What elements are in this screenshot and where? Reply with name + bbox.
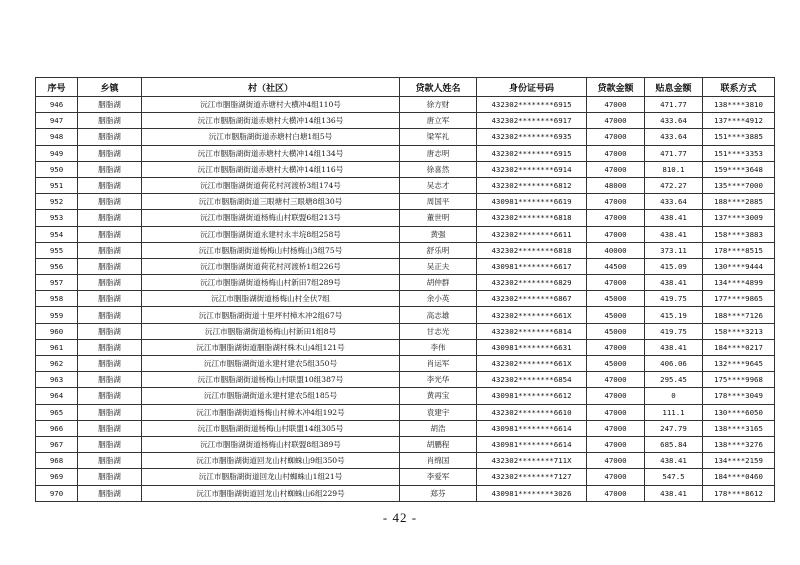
table-row — [36, 194, 775, 210]
header-loan-amount: 贷款金额 — [587, 78, 645, 97]
table-row — [36, 291, 775, 307]
cell-seq: 957 — [36, 275, 78, 291]
cell-town: 胭脂湖 — [78, 113, 142, 129]
cell-subsidy-amount: 471.77 — [645, 145, 703, 161]
cell-borrower: 梁军礼 — [400, 129, 477, 145]
cell-contact: 158****3213 — [703, 323, 775, 339]
cell-id-number: 432302********6917 — [477, 113, 587, 129]
cell-village: 沅江市胭脂湖街道杨梅山村全伏7组 — [142, 291, 400, 307]
cell-loan-amount: 40000 — [587, 242, 645, 258]
cell-id-number: 430981********6614 — [477, 436, 587, 452]
table-row — [36, 339, 775, 355]
table-row — [36, 161, 775, 177]
cell-town: 胭脂湖 — [78, 420, 142, 436]
cell-subsidy-amount: 685.84 — [645, 436, 703, 452]
cell-seq: 965 — [36, 404, 78, 420]
cell-subsidy-amount: 433.64 — [645, 113, 703, 129]
cell-loan-amount: 44500 — [587, 258, 645, 274]
cell-subsidy-amount: 810.1 — [645, 161, 703, 177]
cell-town: 胭脂湖 — [78, 485, 142, 501]
cell-borrower: 肖运军 — [400, 356, 477, 372]
cell-id-number: 432302********711X — [477, 453, 587, 469]
cell-loan-amount: 47000 — [587, 145, 645, 161]
cell-subsidy-amount: 438.41 — [645, 453, 703, 469]
cell-seq: 951 — [36, 177, 78, 193]
cell-contact: 138****3165 — [703, 420, 775, 436]
cell-loan-amount: 47000 — [587, 436, 645, 452]
cell-id-number: 432302********6854 — [477, 372, 587, 388]
table-row — [36, 145, 775, 161]
table-row — [36, 469, 775, 485]
cell-seq: 947 — [36, 113, 78, 129]
cell-contact: 134****2159 — [703, 453, 775, 469]
cell-id-number: 432302********6867 — [477, 291, 587, 307]
cell-subsidy-amount: 373.11 — [645, 242, 703, 258]
cell-borrower: 胡浩 — [400, 420, 477, 436]
cell-loan-amount: 47000 — [587, 97, 645, 113]
cell-borrower: 周国平 — [400, 194, 477, 210]
cell-contact: 130****6050 — [703, 404, 775, 420]
cell-loan-amount: 47000 — [587, 372, 645, 388]
cell-id-number: 432302********6914 — [477, 161, 587, 177]
cell-contact: 130****9444 — [703, 258, 775, 274]
cell-village: 沅江市胭脂湖街道杨梅山村联盟10组387号 — [142, 372, 400, 388]
cell-borrower: 李伟 — [400, 339, 477, 355]
cell-id-number: 432302********661X — [477, 356, 587, 372]
cell-loan-amount: 47000 — [587, 129, 645, 145]
cell-village: 沅江市胭脂湖街道回龙山村蜘蛛山9组350号 — [142, 453, 400, 469]
cell-contact: 188****2885 — [703, 194, 775, 210]
cell-town: 胭脂湖 — [78, 177, 142, 193]
cell-loan-amount: 47000 — [587, 404, 645, 420]
table-row — [36, 453, 775, 469]
cell-contact: 137****3009 — [703, 210, 775, 226]
cell-seq: 950 — [36, 161, 78, 177]
cell-subsidy-amount: 433.64 — [645, 194, 703, 210]
cell-id-number: 432302********6610 — [477, 404, 587, 420]
header-contact: 联系方式 — [703, 78, 775, 97]
cell-town: 胭脂湖 — [78, 356, 142, 372]
cell-seq: 953 — [36, 210, 78, 226]
cell-village: 沅江市胭脂湖街道胭脂湖村株木山4组121号 — [142, 339, 400, 355]
cell-town: 胭脂湖 — [78, 436, 142, 452]
cell-borrower: 肖绵国 — [400, 453, 477, 469]
cell-town: 胭脂湖 — [78, 97, 142, 113]
cell-borrower: 黄再宝 — [400, 388, 477, 404]
cell-subsidy-amount: 471.77 — [645, 97, 703, 113]
header-id-number: 身份证号码 — [477, 78, 587, 97]
cell-seq: 949 — [36, 145, 78, 161]
cell-subsidy-amount: 433.64 — [645, 129, 703, 145]
cell-id-number: 432302********6818 — [477, 210, 587, 226]
cell-id-number: 430981********6631 — [477, 339, 587, 355]
cell-village: 沅江市胭脂湖街道永建村建农5组185号 — [142, 388, 400, 404]
cell-village: 沅江市胭脂湖街道赤塘村大横冲14组134号 — [142, 145, 400, 161]
cell-borrower: 董世明 — [400, 210, 477, 226]
cell-village: 沅江市胭脂湖街道永建村建农5组350号 — [142, 356, 400, 372]
cell-village: 沅江市胭脂湖街道杨梅山村杨梅山3组75号 — [142, 242, 400, 258]
cell-seq: 959 — [36, 307, 78, 323]
cell-seq: 948 — [36, 129, 78, 145]
cell-seq: 966 — [36, 420, 78, 436]
cell-town: 胭脂湖 — [78, 307, 142, 323]
loan-subsidy-table — [35, 77, 775, 502]
table-header-row — [36, 78, 775, 97]
cell-loan-amount: 47000 — [587, 453, 645, 469]
cell-village: 沅江市胭脂湖街道杨梅山村联盟14组305号 — [142, 420, 400, 436]
cell-village: 沅江市胭脂湖街道荷花村河渡桥3组174号 — [142, 177, 400, 193]
table-row — [36, 242, 775, 258]
cell-id-number: 432302********6915 — [477, 145, 587, 161]
cell-subsidy-amount: 295.45 — [645, 372, 703, 388]
cell-subsidy-amount: 419.75 — [645, 323, 703, 339]
table-row — [36, 356, 775, 372]
cell-borrower: 舒乐明 — [400, 242, 477, 258]
cell-borrower: 余小英 — [400, 291, 477, 307]
cell-village: 沅江市胭脂湖街道回龙山村蜘蛛山1组21号 — [142, 469, 400, 485]
cell-town: 胭脂湖 — [78, 145, 142, 161]
cell-borrower: 高志雄 — [400, 307, 477, 323]
header-subsidy-amount: 贴息金额 — [645, 78, 703, 97]
cell-id-number: 430981********6619 — [477, 194, 587, 210]
cell-borrower: 李光华 — [400, 372, 477, 388]
cell-contact: 158****3883 — [703, 226, 775, 242]
table-row — [36, 113, 775, 129]
cell-loan-amount: 45000 — [587, 291, 645, 307]
cell-village: 沅江市胭脂湖街道杨梅山村新田7组289号 — [142, 275, 400, 291]
cell-village: 沅江市胭脂湖街道赤塘村大横冲14组116号 — [142, 161, 400, 177]
cell-seq: 954 — [36, 226, 78, 242]
cell-subsidy-amount: 247.79 — [645, 420, 703, 436]
cell-loan-amount: 47000 — [587, 275, 645, 291]
cell-id-number: 432302********6829 — [477, 275, 587, 291]
cell-id-number: 430981********6612 — [477, 388, 587, 404]
cell-borrower: 李爱军 — [400, 469, 477, 485]
cell-contact: 137****4912 — [703, 113, 775, 129]
cell-loan-amount: 47000 — [587, 339, 645, 355]
cell-contact: 178****8612 — [703, 485, 775, 501]
cell-contact: 138****3276 — [703, 436, 775, 452]
cell-subsidy-amount: 438.41 — [645, 210, 703, 226]
cell-seq: 969 — [36, 469, 78, 485]
cell-contact: 151****3353 — [703, 145, 775, 161]
cell-loan-amount: 47000 — [587, 226, 645, 242]
table-row — [36, 420, 775, 436]
cell-loan-amount: 47000 — [587, 194, 645, 210]
cell-town: 胭脂湖 — [78, 453, 142, 469]
cell-id-number: 430981********6614 — [477, 420, 587, 436]
cell-loan-amount: 47000 — [587, 210, 645, 226]
header-borrower: 贷款人姓名 — [400, 78, 477, 97]
cell-borrower: 胡鹏程 — [400, 436, 477, 452]
cell-village: 沅江市胭脂湖街道荷花村河渡桥1组226号 — [142, 258, 400, 274]
cell-contact: 184****0460 — [703, 469, 775, 485]
cell-loan-amount: 45000 — [587, 356, 645, 372]
cell-borrower: 唐立军 — [400, 113, 477, 129]
cell-contact: 135****7000 — [703, 177, 775, 193]
cell-borrower: 唐志明 — [400, 145, 477, 161]
cell-town: 胭脂湖 — [78, 291, 142, 307]
cell-id-number: 430981********6617 — [477, 258, 587, 274]
cell-subsidy-amount: 419.75 — [645, 291, 703, 307]
table-row — [36, 323, 775, 339]
cell-loan-amount: 45000 — [587, 323, 645, 339]
cell-seq: 946 — [36, 97, 78, 113]
cell-loan-amount: 47000 — [587, 485, 645, 501]
table-body — [36, 97, 775, 502]
cell-town: 胭脂湖 — [78, 194, 142, 210]
cell-town: 胭脂湖 — [78, 242, 142, 258]
cell-subsidy-amount: 438.41 — [645, 485, 703, 501]
cell-seq: 968 — [36, 453, 78, 469]
cell-subsidy-amount: 111.1 — [645, 404, 703, 420]
cell-village: 沅江市胭脂湖街道永建村永丰垸8组258号 — [142, 226, 400, 242]
cell-id-number: 432302********7127 — [477, 469, 587, 485]
cell-loan-amount: 48000 — [587, 177, 645, 193]
table-row — [36, 97, 775, 113]
cell-id-number: 432302********661X — [477, 307, 587, 323]
table-row — [36, 485, 775, 501]
cell-id-number: 432302********6814 — [477, 323, 587, 339]
cell-town: 胭脂湖 — [78, 161, 142, 177]
cell-id-number: 432302********6915 — [477, 97, 587, 113]
table-row — [36, 388, 775, 404]
cell-village: 沅江市胭脂湖街道赤塘村白塘1组5号 — [142, 129, 400, 145]
cell-borrower: 袁建宇 — [400, 404, 477, 420]
header-village: 村（社区） — [142, 78, 400, 97]
header-town: 乡镇 — [78, 78, 142, 97]
cell-contact: 178****8515 — [703, 242, 775, 258]
cell-borrower: 徐喜然 — [400, 161, 477, 177]
cell-village: 沅江市胭脂湖街道赤塘村大横冲14组136号 — [142, 113, 400, 129]
cell-town: 胭脂湖 — [78, 404, 142, 420]
cell-loan-amount: 47000 — [587, 388, 645, 404]
cell-seq: 967 — [36, 436, 78, 452]
cell-village: 沅江市胭脂湖街道赤塘村大横冲4组110号 — [142, 97, 400, 113]
cell-seq: 952 — [36, 194, 78, 210]
cell-contact: 177****9865 — [703, 291, 775, 307]
table-row — [36, 129, 775, 145]
cell-town: 胭脂湖 — [78, 339, 142, 355]
cell-village: 沅江市胭脂湖街道杨梅山村联盟8组389号 — [142, 436, 400, 452]
cell-contact: 175****9968 — [703, 372, 775, 388]
cell-village: 沅江市胭脂湖街道杨梅山村联盟6组213号 — [142, 210, 400, 226]
cell-id-number: 430981********3026 — [477, 485, 587, 501]
cell-loan-amount: 47000 — [587, 420, 645, 436]
cell-seq: 962 — [36, 356, 78, 372]
cell-contact: 159****3648 — [703, 161, 775, 177]
cell-town: 胭脂湖 — [78, 210, 142, 226]
cell-subsidy-amount: 0 — [645, 388, 703, 404]
cell-loan-amount: 45000 — [587, 307, 645, 323]
cell-town: 胭脂湖 — [78, 129, 142, 145]
cell-town: 胭脂湖 — [78, 258, 142, 274]
cell-contact: 178****3049 — [703, 388, 775, 404]
cell-seq: 964 — [36, 388, 78, 404]
cell-seq: 963 — [36, 372, 78, 388]
cell-town: 胭脂湖 — [78, 469, 142, 485]
cell-subsidy-amount: 438.41 — [645, 275, 703, 291]
cell-village: 沅江市胭脂湖街道杨梅山村樟木冲4组192号 — [142, 404, 400, 420]
table-row — [36, 404, 775, 420]
cell-subsidy-amount: 547.5 — [645, 469, 703, 485]
cell-id-number: 432302********6935 — [477, 129, 587, 145]
table-row — [36, 436, 775, 452]
cell-subsidy-amount: 406.06 — [645, 356, 703, 372]
cell-subsidy-amount: 415.19 — [645, 307, 703, 323]
cell-village: 沅江市胭脂湖街道十里坪村樟木冲2组67号 — [142, 307, 400, 323]
cell-loan-amount: 47000 — [587, 469, 645, 485]
cell-village: 沅江市胭脂湖街道回龙山村蜘蛛山6组229号 — [142, 485, 400, 501]
cell-contact: 188****7126 — [703, 307, 775, 323]
cell-id-number: 432302********6812 — [477, 177, 587, 193]
cell-town: 胭脂湖 — [78, 388, 142, 404]
table-row — [36, 177, 775, 193]
cell-borrower: 吴正夫 — [400, 258, 477, 274]
cell-loan-amount: 47000 — [587, 161, 645, 177]
table-row — [36, 307, 775, 323]
cell-contact: 132****9645 — [703, 356, 775, 372]
cell-id-number: 432302********6611 — [477, 226, 587, 242]
cell-borrower: 徐方财 — [400, 97, 477, 113]
cell-seq: 960 — [36, 323, 78, 339]
cell-contact: 138****3810 — [703, 97, 775, 113]
cell-contact: 134****4899 — [703, 275, 775, 291]
table-row — [36, 258, 775, 274]
cell-village: 沅江市胭脂湖街道杨梅山村新田1组8号 — [142, 323, 400, 339]
cell-borrower: 胡仲群 — [400, 275, 477, 291]
cell-subsidy-amount: 438.41 — [645, 226, 703, 242]
cell-contact: 184****0217 — [703, 339, 775, 355]
cell-loan-amount: 47000 — [587, 113, 645, 129]
header-seq: 序号 — [36, 78, 78, 97]
table-row — [36, 372, 775, 388]
cell-seq: 970 — [36, 485, 78, 501]
cell-town: 胭脂湖 — [78, 372, 142, 388]
cell-village: 沅江市胭脂湖街道三眼塘村三眼塘8组30号 — [142, 194, 400, 210]
cell-town: 胭脂湖 — [78, 226, 142, 242]
cell-seq: 958 — [36, 291, 78, 307]
table-row — [36, 275, 775, 291]
cell-seq: 955 — [36, 242, 78, 258]
loan-table-container — [35, 77, 774, 502]
cell-id-number: 432302********6818 — [477, 242, 587, 258]
cell-subsidy-amount: 472.27 — [645, 177, 703, 193]
cell-seq: 961 — [36, 339, 78, 355]
cell-borrower: 吴志才 — [400, 177, 477, 193]
cell-borrower: 黄强 — [400, 226, 477, 242]
cell-borrower: 甘志光 — [400, 323, 477, 339]
cell-seq: 956 — [36, 258, 78, 274]
cell-subsidy-amount: 438.41 — [645, 339, 703, 355]
cell-town: 胭脂湖 — [78, 323, 142, 339]
cell-town: 胭脂湖 — [78, 275, 142, 291]
cell-borrower: 郑芬 — [400, 485, 477, 501]
cell-subsidy-amount: 415.09 — [645, 258, 703, 274]
page-number: - 42 - — [382, 510, 418, 525]
cell-contact: 151****3885 — [703, 129, 775, 145]
table-row — [36, 210, 775, 226]
table-row — [36, 226, 775, 242]
